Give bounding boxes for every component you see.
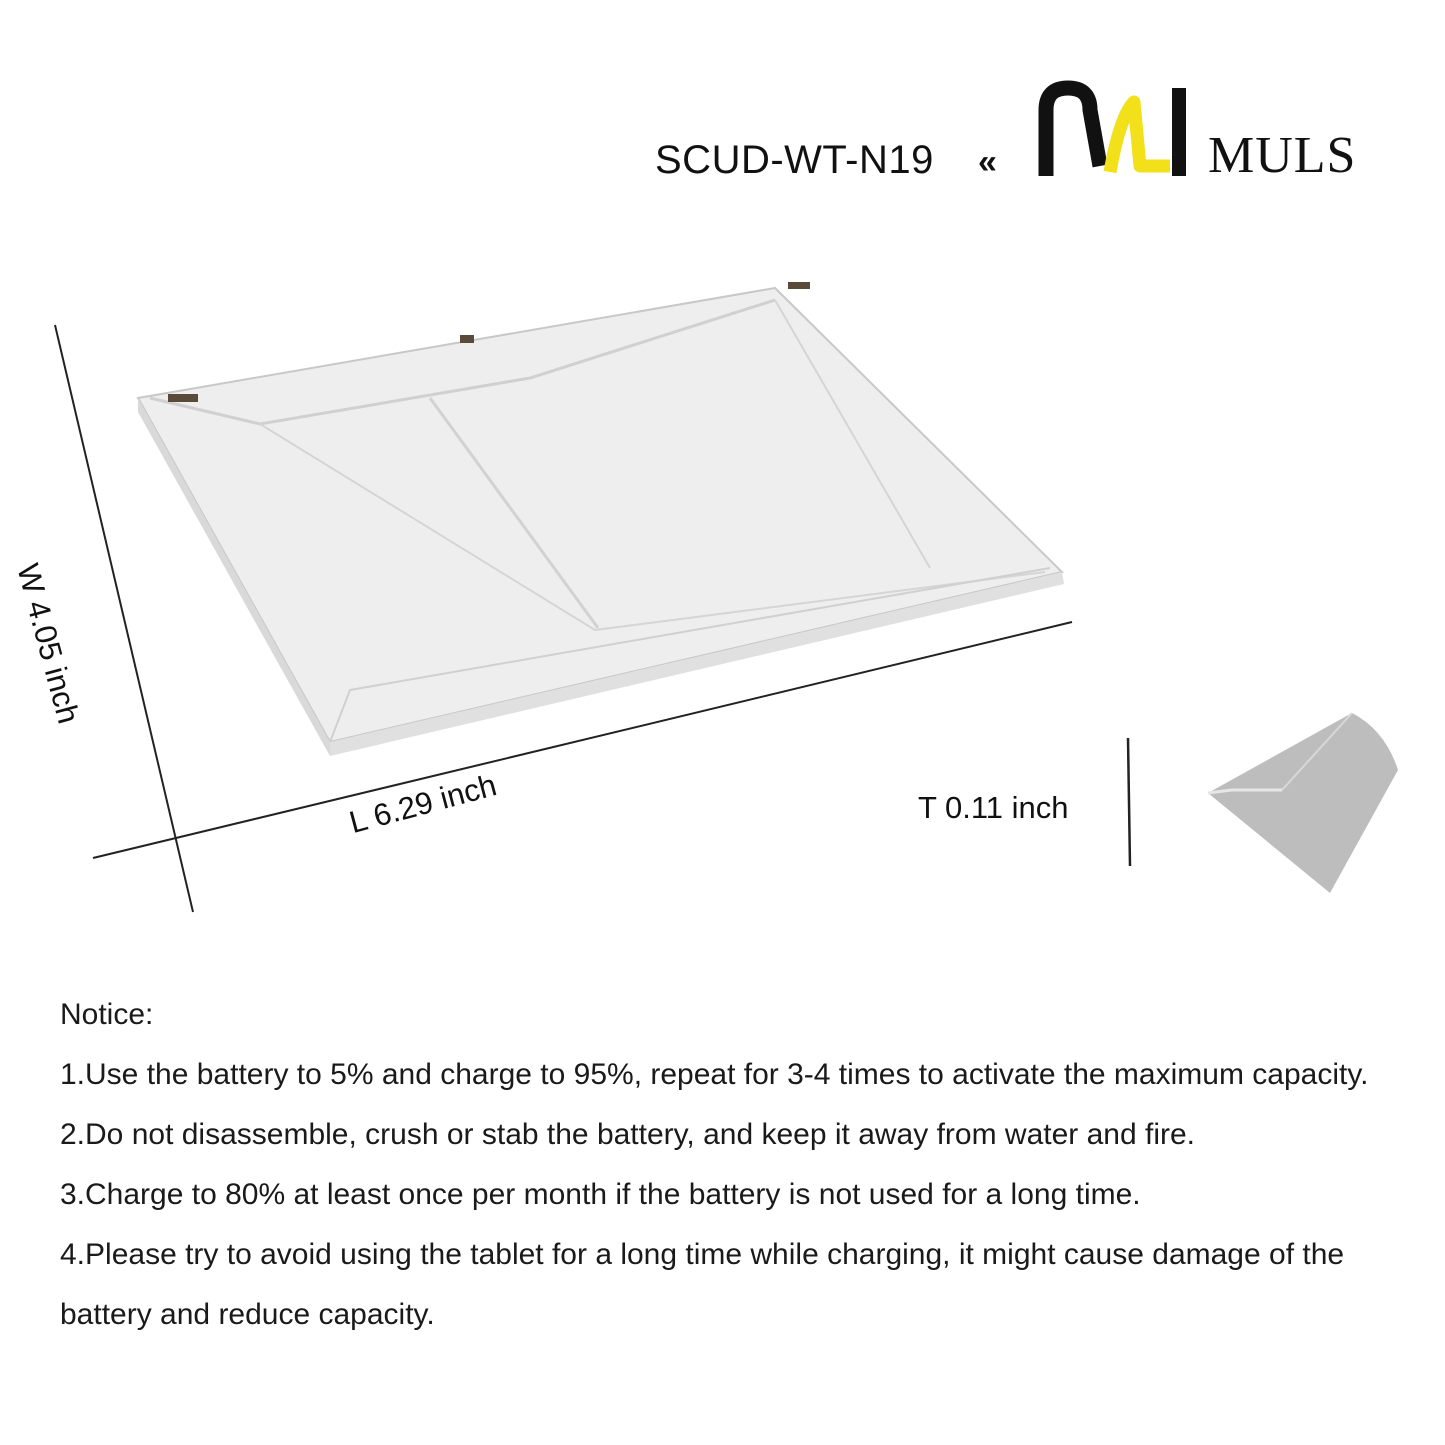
notice-section (60, 985, 1420, 1345)
thickness-label: T 0.11 inch (918, 790, 1069, 825)
notice-title: Notice: (60, 998, 154, 1031)
notice-item: 3.Charge to 80% at least once per month if the battery is not used for a long time. (60, 1178, 1141, 1211)
thickness-profile (1208, 713, 1398, 893)
length-label: L 6.29 inch (345, 767, 501, 841)
notice-item: 1.Use the battery to 5% and charge to 95%, repeat for 3-4 times to activate the maximum capacity. (60, 1058, 1369, 1091)
notice-item: 4.Please try to avoid using the tablet for a long time while charging, it might cause damage of the battery and reduce capacity. (60, 1238, 1345, 1331)
notice-item: 2.Do not disassemble, crush or stab the battery, and keep it away from water and fire. (60, 1118, 1196, 1151)
chevron-left-icon: « (978, 143, 991, 181)
battery-pack (138, 282, 1064, 756)
model-number: SCUD-WT-N19 (655, 138, 934, 182)
thickness-dimension-line (1128, 738, 1130, 866)
brand-name: MULS (1208, 127, 1357, 184)
width-label: W 4.05 inch (10, 560, 87, 728)
